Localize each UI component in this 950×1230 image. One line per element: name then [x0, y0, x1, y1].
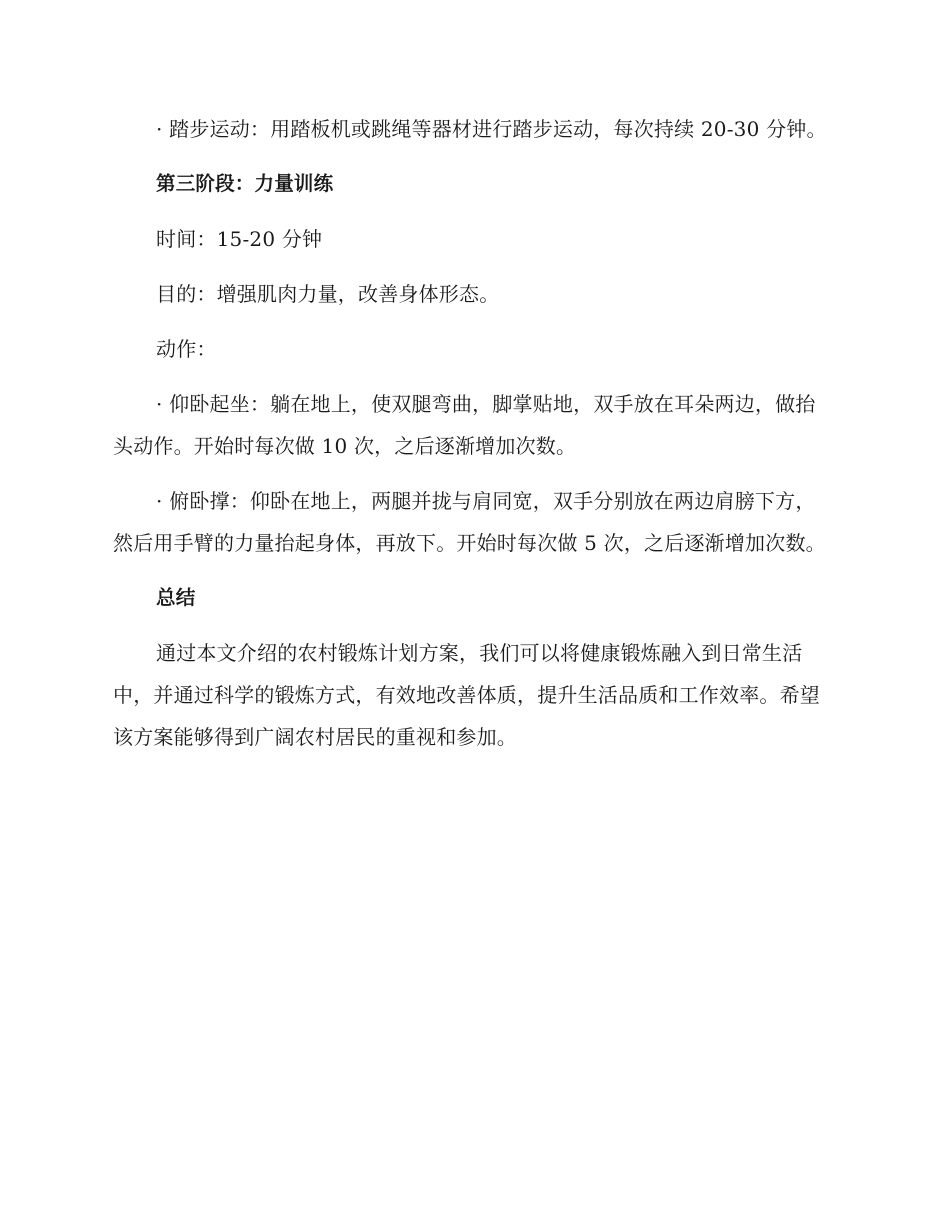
paragraph-summary: 通过本文介绍的农村锻炼计划方案，我们可以将健康锻炼融入到日常生活中，并通过科学的锻炼方式，有效地改善体质，提升生活品质和工作效率。希望该方案能够得到广阔农村居民的重视和参加。	[113, 641, 820, 749]
section-heading-strength-training: 第三阶段：力量训练	[156, 172, 334, 195]
section-heading-summary: 总结	[156, 586, 196, 609]
paragraph-push-ups: · 俯卧撑：仰卧在地上，两腿并拢与肩同宽，双手分别放在两边肩膀下方，然后用手臂的力量抬起身体，再放下。开始时每次做 5 次，之后逐渐增加次数。	[113, 489, 826, 555]
paragraph-sit-ups: · 仰卧起坐：躺在地上，使双腿弯曲，脚掌贴地，双手放在耳朵两边，做抬头动作。开始时每次做 10 次，之后逐渐增加次数。	[113, 392, 816, 458]
paragraph-stepping-exercise: · 踏步运动：用踏板机或跳绳等器材进行踏步运动，每次持续 20-30 分钟。	[156, 117, 827, 141]
document-page	[113, 108, 833, 758]
paragraph-duration: 时间：15-20 分钟	[156, 227, 323, 251]
paragraph-purpose: 目的：增强肌肉力量，改善身体形态。	[156, 282, 500, 306]
paragraph-actions-label: 动作：	[156, 337, 217, 361]
